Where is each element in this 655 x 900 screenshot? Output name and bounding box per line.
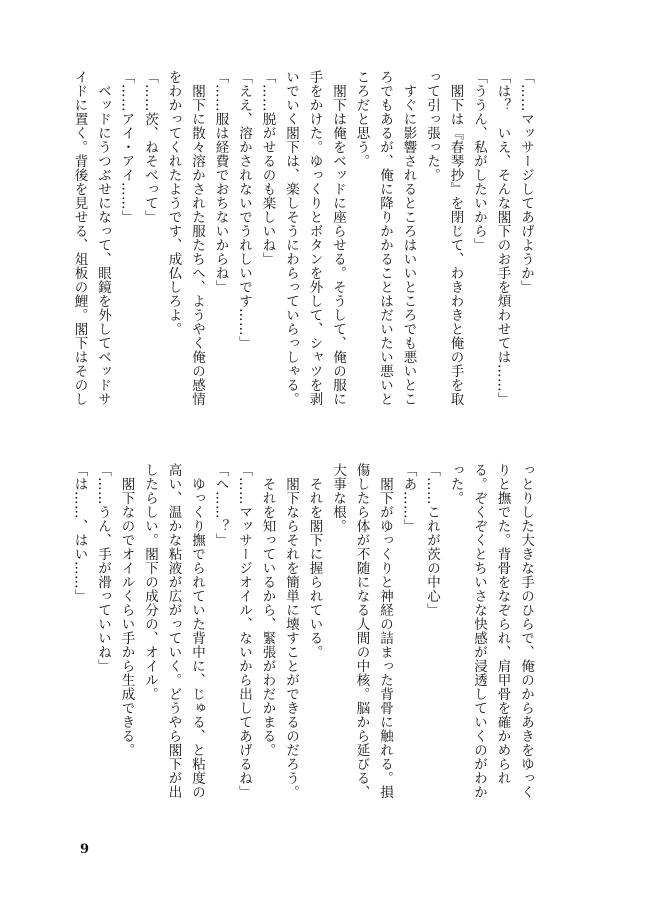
text-line: っとりした大きな手のひらで、俺のからあきをゆっく [518,463,534,799]
text-line: って引っ張った。 [424,70,440,182]
text-line: ゆっくり撫でられていた背中に、じゅる、と粘度の [189,463,205,799]
text-line: 閣下は俺をベッドに座らせる。そうして、俺の服に [330,70,346,406]
text-line: 「……茨、ねそべって」 [142,70,158,224]
text-line: ろでもあるが、俺に降りかかることはだいたい悪いと [377,70,393,406]
text-line: 「……マッサージオイル、ないから出してあげるね」 [236,463,252,799]
text-line: 「……うん、手が滑っていいね」 [95,463,111,673]
text-line: 「ええ、溶かされないでうれしいです……」 [236,70,252,350]
text-line: 「ううん、私がしたいから」 [471,70,487,252]
text-line: ころだと思う。 [353,70,370,168]
text-line: それを知っているから、緊張がわだかまる。 [259,463,276,757]
text-line: った。 [447,463,464,505]
text-line: 閣下ならそれを簡単に壊すことができるのだろう。 [283,463,299,799]
text-line: をわかってくれたようです、成仏しろよ。 [165,70,182,336]
text-line: る。ぞくぞくとちいさな快感が浸透していくのがわか [471,463,487,799]
text-line: 高い、温かな粘液が広がっていく。どうやら閣下が出 [165,463,182,799]
text-line: 傷したら体が不随になる人間の中核。脳から延びる、 [353,463,370,799]
text-line: 「は？ いえ、そんな閣下のお手を煩わせては……」 [494,70,511,406]
text-line: 「……アイ・アイ……」 [118,70,135,224]
text-line: 「……これが茨の中心」 [424,463,440,617]
text-line: 閣下は『春琴抄』を閉じて、わきわきと俺の手を取 [447,70,464,406]
text-line: したらしい。閣下の成分の、オイル。 [142,463,158,701]
text-line: 「へ……？」 [212,463,229,547]
text-line: それを閣下に握られている。 [306,463,323,659]
text-line: 「は……、はい……」 [71,463,88,603]
text-line: 大事な根。 [330,463,346,533]
text-line: 閣下に散々溶かされた服たちへ、ようやく俺の感情 [189,70,205,406]
text-line: 「あ……」 [400,463,417,533]
text-line: イドに置く。背後を見せる、俎板の鯉。閣下はそのし [71,70,88,406]
text-line: 「……マッサージしてあげようか」 [518,70,534,294]
text-line: ベッドにうつぶせになって、眼鏡を外してベッドサ [95,70,111,406]
text-line: りと撫でた。背骨をなぞられ、肩甲骨を確かめられ [494,463,511,785]
text-block-top [67,70,537,460]
text-line: いでいく閣下は、楽しそうにわらっていらっしゃる。 [283,70,299,406]
text-line: 手をかけた。ゆっくりとボタンを外して、シャツを剥 [306,70,323,406]
text-line: すぐに影響されるところはいいところでも悪いとこ [400,70,417,406]
text-line: 閣下なのでオイルくらい手から生成できる。 [118,463,135,757]
text-line: 「……脱がせるのも楽しいね」 [259,70,276,266]
page-number: 9 [80,842,90,857]
text-block-bottom [67,463,537,843]
text-line: 閣下がゆっくりと神経の詰まった背骨に触れる。損 [377,463,393,799]
text-line: 「……服は経費でおちないからね」 [212,70,229,294]
